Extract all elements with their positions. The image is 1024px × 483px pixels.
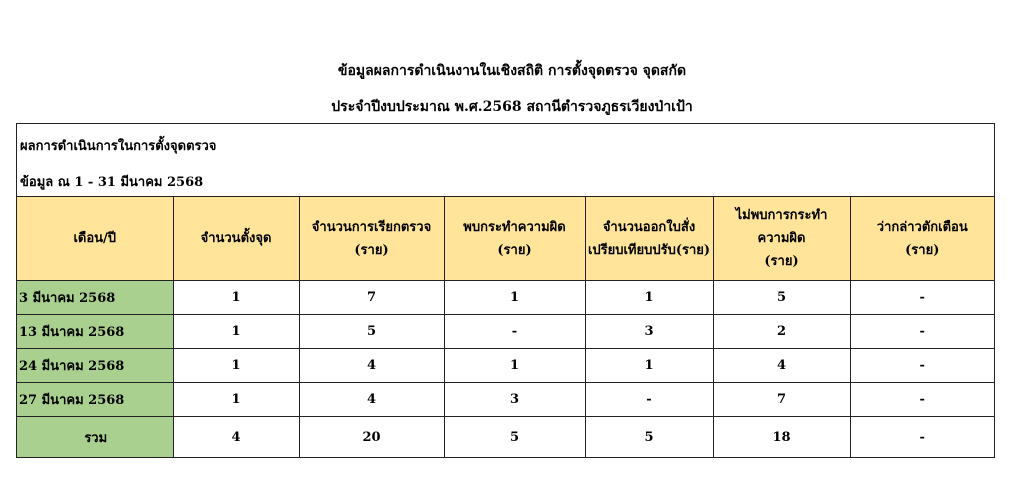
column-header-line: ไม่พบการกระทำ [735,208,828,223]
value-cell: 3 [585,315,713,349]
table-header-row [17,197,994,281]
value-cell: - [850,349,994,383]
date-cell: 24 มีนาคม 2568 [17,349,173,383]
value-cell: 1 [173,383,299,417]
value-cell: 4 [299,349,444,383]
results-sheet [16,123,995,458]
info-period: ข้อมูล ณ 1 - 31 มีนาคม 2568 [20,175,204,190]
value-cell: 2 [713,315,850,349]
column-header [299,197,444,281]
total-value: 5 [585,417,713,458]
value-cell: 1 [585,281,713,315]
value-cell: 5 [713,281,850,315]
info-block [17,124,994,197]
value-cell: - [850,281,994,315]
value-cell: - [444,315,585,349]
column-header [585,197,713,281]
value-cell: - [850,383,994,417]
value-cell: 1 [444,349,585,383]
column-header [713,197,850,281]
total-value: 5 [444,417,585,458]
total-label: รวม [17,417,173,458]
value-cell: 4 [713,349,850,383]
column-header-line: เดือน/ปี [73,231,117,246]
value-cell: 5 [299,315,444,349]
report-subtitle: ประจำปีงบประมาณ พ.ศ.2568 สถานีตำรวจภูธรเวียงป่าเป้า [331,99,693,115]
value-cell: - [850,315,994,349]
table-row [17,349,994,383]
total-value: 20 [299,417,444,458]
table-row [17,315,994,349]
value-cell: 1 [173,315,299,349]
column-header-line: ความผิด [757,231,806,246]
value-cell: 1 [173,349,299,383]
column-header-line: เปรียบเทียบปรับ(ราย) [587,242,711,258]
column-header-line: ว่ากล่าวตักเตือน [876,219,968,235]
value-cell: 1 [444,281,585,315]
report-title: ข้อมูลผลการดำเนินงานในเชิงสถิติ การตั้งจุดตรวจ จุดสกัด [337,63,687,79]
value-cell: 4 [299,383,444,417]
info-heading: ผลการดำเนินการในการตั้งจุดตรวจ [20,139,217,154]
column-header-line: จำนวนการเรียกตรวจ [311,219,432,235]
value-cell: 1 [173,281,299,315]
total-value: 18 [713,417,850,458]
value-cell: - [585,383,713,417]
column-header-line: (ราย) [354,242,389,258]
column-header-line: จำนวนตั้งจุด [200,231,272,246]
checkpoint-table [17,197,994,457]
total-value: - [850,417,994,458]
column-header [444,197,585,281]
table-body [17,281,994,458]
date-cell: 27 มีนาคม 2568 [17,383,173,417]
table-row [17,383,994,417]
column-header [17,197,173,281]
column-header [850,197,994,281]
value-cell: 7 [299,281,444,315]
column-header-line: (ราย) [497,242,532,258]
total-value: 4 [173,417,299,458]
column-header-line: (ราย) [764,254,799,269]
column-header [173,197,299,281]
total-row [17,417,994,458]
date-cell: 3 มีนาคม 2568 [17,281,173,315]
value-cell: 3 [444,383,585,417]
table-row [17,281,994,315]
column-header-line: (ราย) [905,242,940,258]
date-cell: 13 มีนาคม 2568 [17,315,173,349]
value-cell: 1 [585,349,713,383]
column-header-line: จำนวนออกใบสั่ง [602,219,696,235]
column-header-line: พบกระทำความผิด [463,219,566,235]
value-cell: 7 [713,383,850,417]
